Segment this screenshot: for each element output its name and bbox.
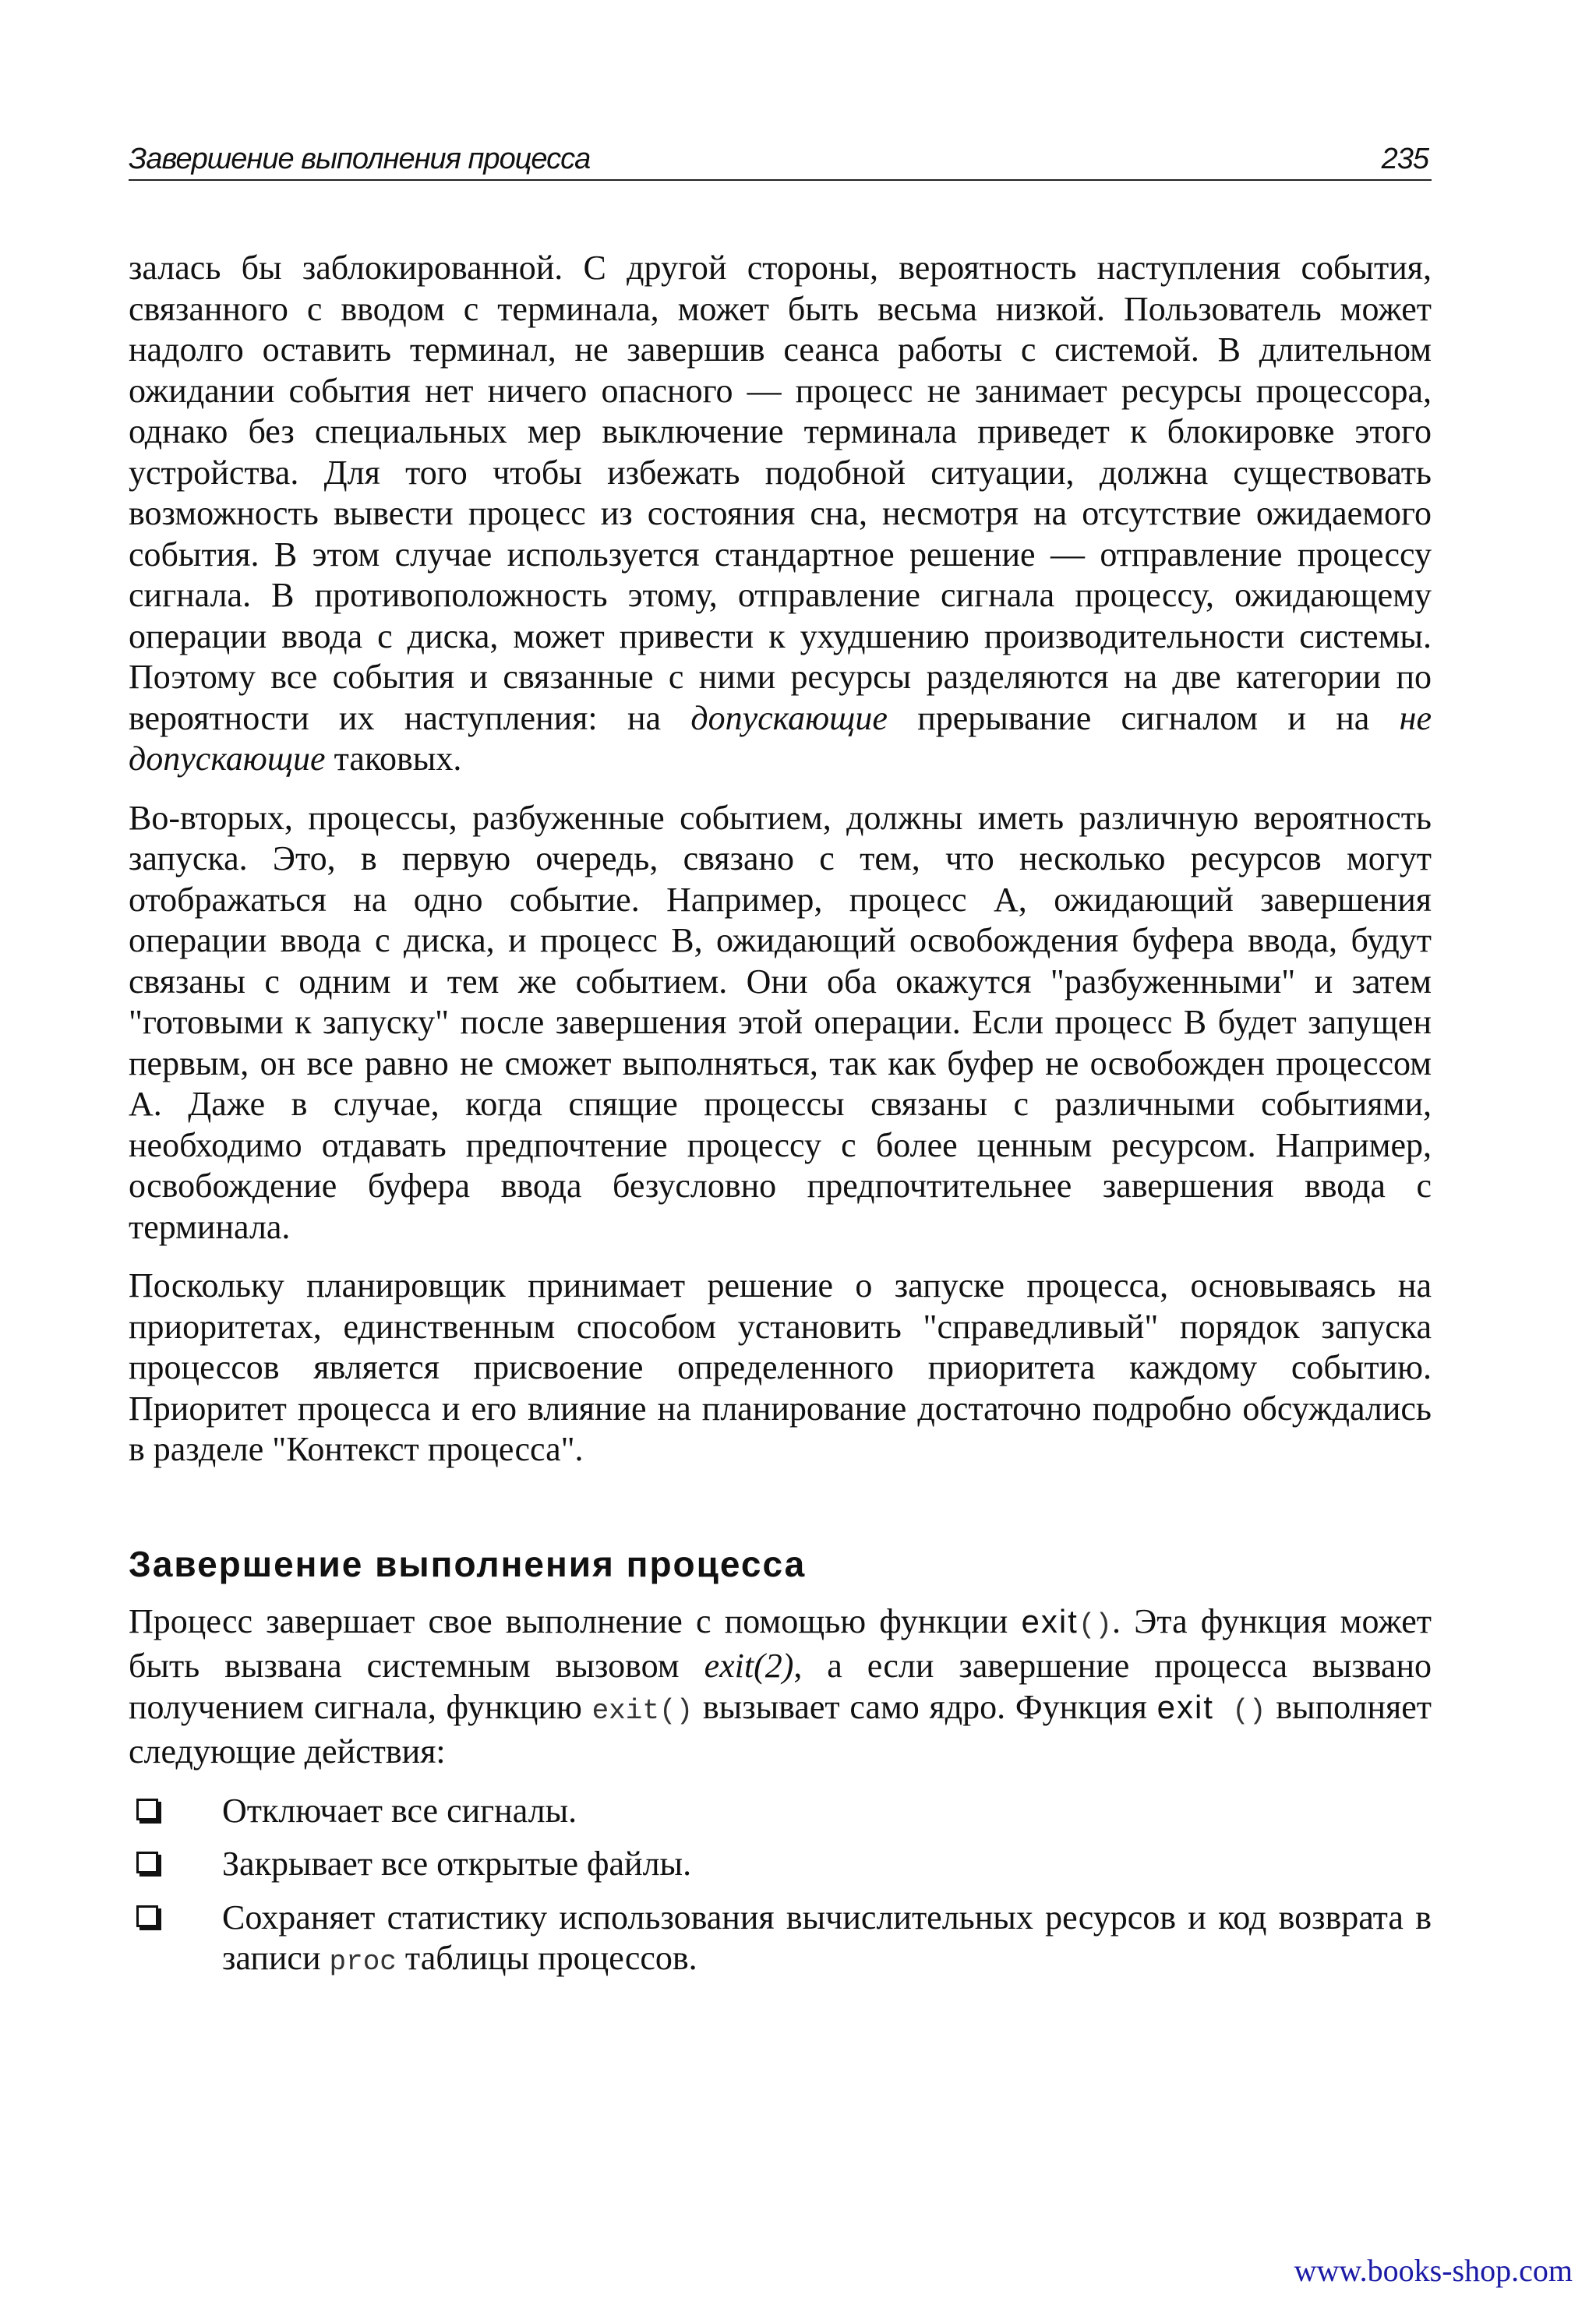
list-item: Закрывает все открытые файлы. [222,1844,1432,1885]
paragraph-2: Во-вторых, процессы, разбуженные событием, должны иметь различную вероятность запуска. Это, в первую очередь, связано с тем, что несколько ресурсов могут отображаться на одно событие. Например, процесс А, ожидающий завершения операции ввода с диска, и процесс В, ожидающий освобождения буфера ввода, будут связаны с одним и тем же событием. Они оба окажутся "разбуженными" и затем "готовыми к запуску" после завершения этой операции. Если процесс В будет запущен первым, он все равно не сможет выполняться, так как буфер не освобожден процессом А. Даже в случае, когда спящие процессы связаны с различными событиями, необходимо отдавать предпочтение процессу с более ценным ресурсом. Например, освобождение буфера ввода безусловно предпочтительнее завершения ввода с терминала. [129,798,1432,1246]
code-proc: proc [329,1946,397,1978]
emphasis-allowing: допускающие [690,698,888,737]
checkbox-bullet-icon [136,1852,158,1873]
list-item: Сохраняет статистику использования вычислительных ресурсов и код возврата в записи proc таблицы процессов. [222,1898,1432,1983]
checkbox-bullet-icon [136,1905,158,1927]
function-name-exit-2: exit [1156,1688,1214,1725]
footer-watermark-url: www.books-shop.com [1294,2253,1573,2288]
running-header [129,139,1432,181]
exit-actions-list [129,1791,1432,1983]
checkbox-bullet-icon [136,1799,158,1820]
list-item: Отключает все сигналы. [222,1791,1432,1832]
page-body [129,248,1432,1996]
section-heading: Завершение выполнения процесса [129,1543,807,1584]
emphasis-not-allowing: не допускающие [129,698,1432,778]
paragraph-1: залась бы заблокированной. С другой стороны, вероятность наступления события, связанного с вводом с терминала, может быть весьма низкой. Пользователь может надолго оставить терминал, не завершив сеанса работы с системой. В длительном ожидании события нет ничего опасного — процесс не занимает ресурсы процессора, однако без специальных мер выключение терминала приведет к блокировке этого устройства. Для того чтобы избежать подобной ситуации, должна существовать возможность вывести процесс из состояния сна, несмотря на отсутствие ожидаемого события. В этом случае используется стандартное решение — отправление процессу сигнала. В противоположность этому, отправление сигнала процессу, ожидающему операции ввода с диска, может привести к ухудшению производительности системы. Поэтому все события и связанные с ними ресурсы разделяются на две категории по вероятности их наступления: на допускающие прерывание сигналом и на не допускающие таковых. [129,249,1432,778]
page-number: 235 [1381,143,1428,175]
paragraph-3: Поскольку планировщик принимает решение о запуске процесса, основываясь на приоритетах, единственным способом установить "справедливый" порядок запуска процессов является присвоение определенного приоритета каждому событию. Приоритет процесса и его влияние на планирование достаточно подробно обсуждались в разделе "Контекст процесса". [129,1266,1432,1468]
code-exit: exit() [591,1694,694,1727]
running-header-title: Завершение выполнения процесса [129,143,591,175]
syscall-exit: exit(2) [704,1647,794,1685]
section-intro: Процесс завершает свое выполнение с помощью функции exit(). Эта функция может быть вызвана системным вызовом exit(2), а если завершение процесса вызвано получением сигнала, функцию exit() вызывает само ядро. Функция exit () выполняет следующие действия: [129,1601,1432,1771]
function-name-exit: exit [1021,1602,1079,1640]
